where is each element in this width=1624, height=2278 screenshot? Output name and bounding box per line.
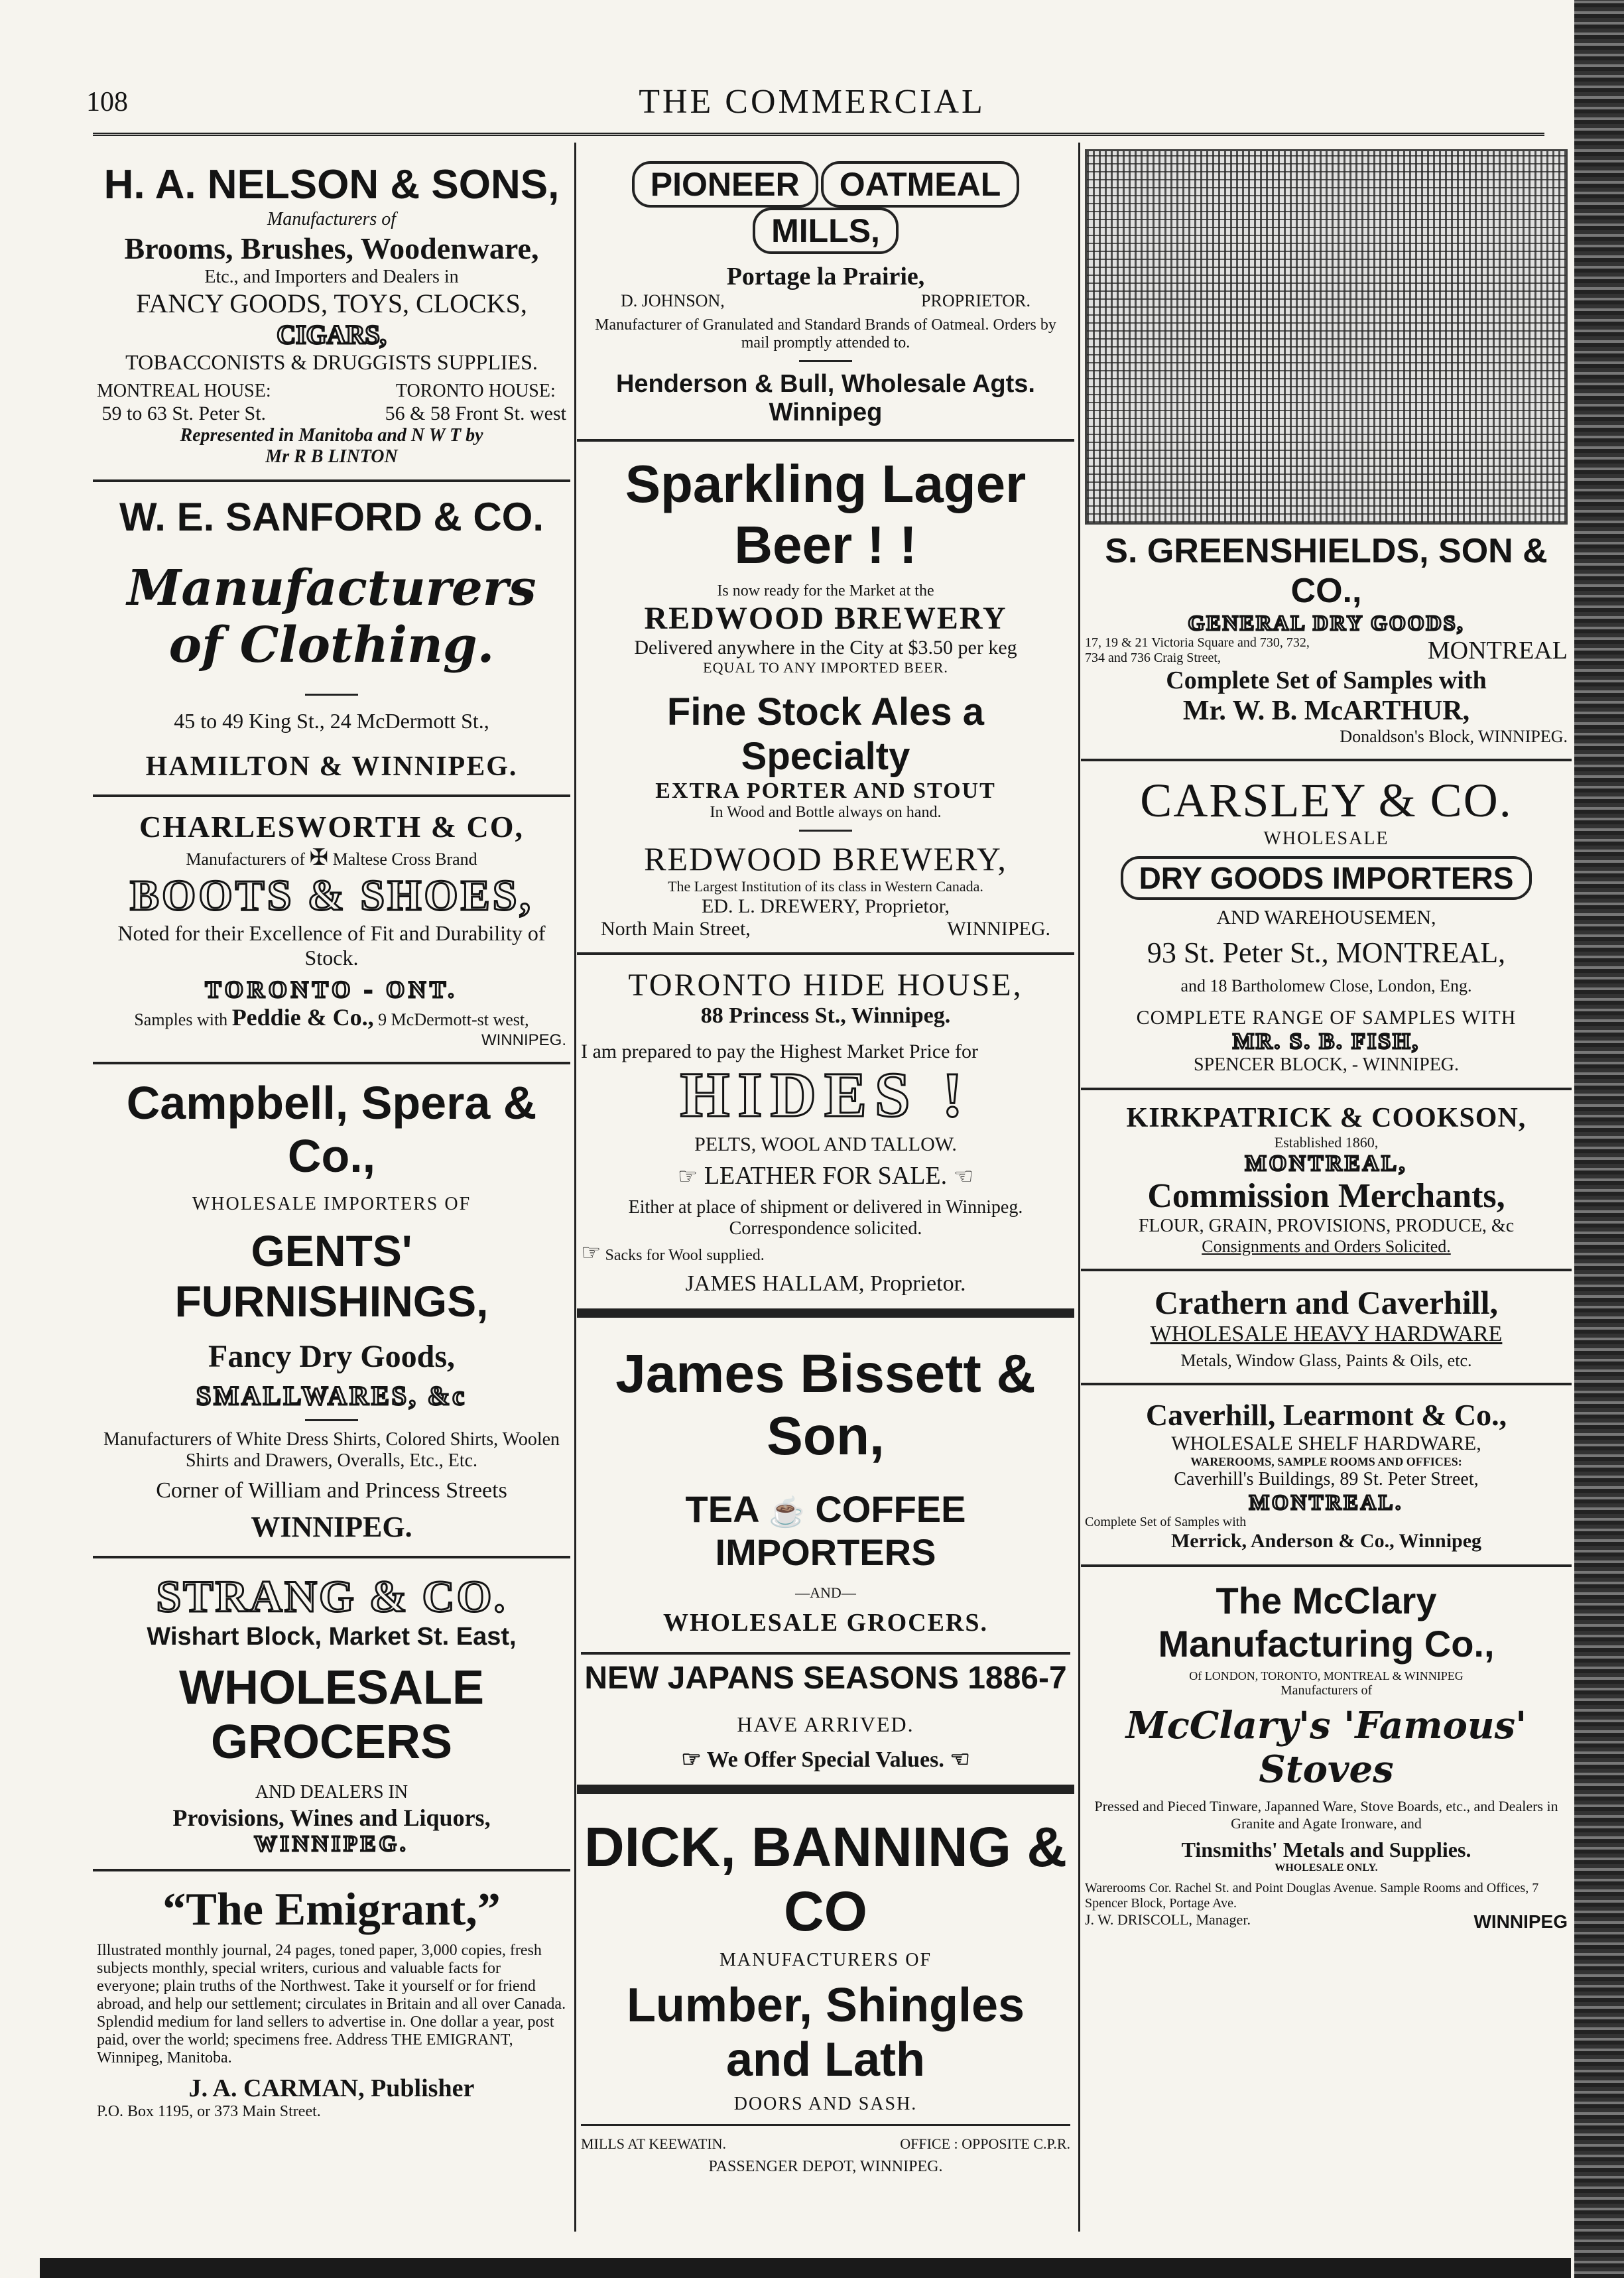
- ad-redwood-wood: In Wood and Bottle always on hand.: [710, 804, 942, 821]
- ad-carsley: [1081, 761, 1572, 1090]
- ad-pioneer-prop: [581, 291, 1070, 311]
- ad-hides-either: Either at place of shipment or delivered in Winnipeg. Correspondence solicited.: [628, 1197, 1023, 1239]
- ad-charlesworth-peddie-city: WINNIPEG.: [481, 1031, 566, 1049]
- ad-carsley-block: SPENCER BLOCK, - WINNIPEG.: [1193, 1054, 1460, 1075]
- ad-strang-line1: Provisions, Wines and Liquors,: [172, 1804, 491, 1831]
- ad-redwood-prop: ED. L. DREWERY, Proprietor,: [701, 895, 950, 917]
- ad-charlesworth: [93, 797, 570, 1064]
- ad-bissett-grocers: WHOLESALE GROCERS.: [663, 1609, 988, 1637]
- ad-campbell-headline: GENTS' FURNISHINGS,: [174, 1226, 489, 1326]
- warehouse-engraving-image: [1085, 149, 1568, 525]
- ad-hides-leather: LEATHER FOR SALE.: [704, 1162, 948, 1190]
- ad-hides-pelts: PELTS, WOOL AND TALLOW.: [694, 1133, 957, 1155]
- ad-emigrant-name: “The Emigrant,”: [162, 1883, 501, 1935]
- ad-mcclary-pressed: Pressed and Pieced Tinware, Japanned Ware, Stove Boards, etc., and Dealers in Granite and Agate Ironware, and: [1094, 1798, 1558, 1832]
- ad-greenshields: [1081, 143, 1572, 761]
- ad-charlesworth-noted: Noted for their Excellence of Fit and Durability of Stock.: [117, 920, 546, 970]
- pointing-hand-icon: ☞: [681, 1747, 702, 1772]
- ad-bissett-tea: TEA: [685, 1488, 759, 1530]
- ad-dick-sub: MANUFACTURERS OF: [719, 1950, 932, 1970]
- ad-crathern-sub: WHOLESALE HEAVY HARDWARE: [1150, 1322, 1503, 1346]
- running-header: [80, 73, 1544, 126]
- ad-carsley-range: COMPLETE RANGE OF SAMPLES WITH: [1136, 1007, 1517, 1029]
- ad-bissett-products: [581, 1487, 1070, 1574]
- ad-campbell-desc: Manufacturers of White Dress Shirts, Colored Shirts, Woolen Shirts and Drawers, Overalls, Etc., Etc.: [103, 1429, 560, 1472]
- ad-pioneer-w2: OATMEAL: [821, 161, 1019, 208]
- ad-redwood-city: WINNIPEG.: [947, 918, 1050, 940]
- ad-nelson-line3: FANCY GOODS, TOYS, CLOCKS,: [136, 288, 527, 319]
- column-divider: [574, 143, 576, 2232]
- ad-bissett-coffee: COFFEE IMPORTERS: [715, 1488, 966, 1573]
- ad-hides-leather-line: [581, 1161, 1070, 1190]
- ad-hides: [577, 955, 1074, 1311]
- ad-pioneer-w1: PIONEER: [632, 161, 818, 208]
- ad-kirkpatrick-flour: FLOUR, GRAIN, PROVISIONS, PRODUCE, &c: [1138, 1216, 1515, 1236]
- ad-nelson-montreal-addr: 59 to 63 St. Peter St.: [101, 402, 267, 424]
- ad-campbell-line2: SMALLWARES, &c: [196, 1381, 467, 1411]
- ad-caverhill-name: Caverhill, Learmont & Co.,: [1145, 1398, 1507, 1432]
- ad-bissett-and: —AND—: [795, 1584, 856, 1601]
- ad-pioneer: [577, 143, 1074, 442]
- ad-nelson-line5: TOBACCONISTS & DRUGGISTS SUPPLIES.: [125, 350, 538, 375]
- divider: [305, 694, 358, 696]
- ad-bissett-arrived: HAVE ARRIVED.: [737, 1712, 914, 1736]
- ad-bissett-name: James Bissett & Son,: [615, 1344, 1036, 1466]
- ad-mcclary-ware: Warerooms Cor. Rachel St. and Point Douglas Avenue. Sample Rooms and Offices, 7 Spencer Block, Portage Ave.: [1085, 1881, 1539, 1911]
- divider: [581, 2124, 1070, 2126]
- ad-emigrant-publisher: J. A. CARMAN, Publisher: [188, 2074, 475, 2102]
- ad-nelson-toronto-addr: 56 & 58 Front St. west: [385, 402, 566, 424]
- ad-nelson-montreal: [97, 380, 271, 425]
- ad-kirkpatrick: [1081, 1090, 1572, 1271]
- header-rule: [93, 133, 1544, 136]
- ad-caverhill-merrick: Merrick, Anderson & Co., Winnipeg: [1170, 1530, 1482, 1552]
- ad-mcclary: [1081, 1567, 1572, 1944]
- ad-carsley-rep: MR. S. B. FISH,: [1232, 1029, 1420, 1054]
- ad-charlesworth-headline: BOOTS & SHOES,: [129, 871, 533, 920]
- ad-greenshields-city: MONTREAL: [1427, 637, 1568, 664]
- ad-pioneer-title: [581, 161, 1070, 254]
- ad-nelson-name: H. A. NELSON & SONS,: [103, 162, 560, 208]
- ad-caverhill: [1081, 1385, 1572, 1567]
- divider: [799, 830, 852, 832]
- ad-nelson-line4: CIGARS,: [277, 320, 387, 350]
- coffee-cup-icon: ☕: [769, 1496, 805, 1529]
- ad-greenshields-sub: GENERAL DRY GOODS,: [1188, 611, 1465, 635]
- ad-greenshields-addr-line: [1085, 635, 1568, 666]
- ad-crathern-metals: Metals, Window Glass, Paints & Oils, etc.: [1180, 1351, 1472, 1370]
- maltese-cross-icon: ✠: [309, 845, 329, 870]
- ad-bissett-values: We Offer Special Values.: [706, 1747, 944, 1772]
- ad-bissett-japans: NEW JAPANS SEASONS 1886-7: [584, 1661, 1067, 1696]
- ad-bissett-values-line: [581, 1746, 1070, 1773]
- ad-kirkpatrick-est: Established 1860,: [1274, 1134, 1379, 1151]
- ad-charlesworth-samples-line: [97, 1003, 566, 1031]
- ad-kirkpatrick-headline: Commission Merchants,: [1147, 1177, 1505, 1215]
- ad-pioneer-w3: MILLS,: [753, 208, 899, 254]
- ad-hides-prepared: I am prepared to pay the Highest Market Price for: [581, 1041, 978, 1062]
- ad-carsley-and: AND WAREHOUSEMEN,: [1216, 907, 1436, 928]
- ad-nelson-rep: Represented in Manitoba and N W T by: [180, 424, 483, 446]
- ad-campbell-city: WINNIPEG.: [251, 1511, 412, 1544]
- ad-carsley-addr: 93 St. Peter St., MONTREAL,: [1147, 936, 1506, 969]
- ad-nelson-rep2: Mr R B LINTON: [265, 446, 398, 467]
- ad-redwood: [577, 442, 1074, 955]
- ad-dick-doors: DOORS AND SASH.: [733, 2093, 918, 2114]
- ad-caverhill-sub: WHOLESALE SHELF HARDWARE,: [1171, 1432, 1481, 1454]
- ad-hides-prop: JAMES HALLAM, Proprietor.: [685, 1271, 966, 1296]
- ad-redwood-street: North Main Street,: [601, 918, 751, 940]
- ad-hides-name: TORONTO HIDE HOUSE,: [628, 968, 1023, 1003]
- ad-greenshields-samples: Complete Set of Samples with: [1166, 666, 1487, 694]
- ad-pioneer-place: Portage la Prairie,: [726, 263, 925, 290]
- ad-charlesworth-peddie: Peddie & Co.,: [231, 1003, 374, 1031]
- ad-greenshields-name: S. GREENSHIELDS, SON & CO.,: [1105, 532, 1548, 610]
- ad-campbell: [93, 1064, 570, 1559]
- column-middle: [577, 143, 1074, 2238]
- ad-mcclary-headline: McClary's 'Famous' Stoves: [1125, 1704, 1527, 1791]
- ad-mcclary-mgr-line: [1085, 1911, 1568, 1932]
- column-right: [1081, 143, 1572, 2238]
- ad-nelson-houses: [97, 380, 566, 425]
- ad-dick-depot: PASSENGER DEPOT, WINNIPEG.: [708, 2157, 943, 2175]
- journal-title: THE COMMERCIAL: [639, 83, 985, 121]
- ad-greenshields-block: Donaldson's Block, WINNIPEG.: [1340, 727, 1568, 746]
- ad-strang-headline: WHOLESALE GROCERS: [179, 1661, 484, 1769]
- ad-redwood-delivered: Delivered anywhere in the City at $3.50 per keg: [634, 637, 1017, 659]
- ad-sanford-headline: Manufacturers of Clothing.: [127, 559, 536, 674]
- ad-mcclary-city: WINNIPEG: [1473, 1911, 1568, 1932]
- pointing-hand-icon: ☞: [677, 1165, 698, 1189]
- pointing-hand-left-icon: ☜: [950, 1747, 970, 1772]
- ad-nelson-line2: Etc., and Importers and Dealers in: [204, 266, 459, 287]
- ad-crathern: [1081, 1271, 1572, 1385]
- ad-caverhill-samples: Complete Set of Samples with: [1085, 1515, 1247, 1529]
- ad-pioneer-prop-title: PROPRIETOR.: [921, 291, 1031, 310]
- ad-carsley-headline-wrap: [1085, 856, 1568, 900]
- ad-bissett: [577, 1311, 1074, 1787]
- ad-caverhill-ware: WAREROOMS, SAMPLE ROOMS AND OFFICES:: [1190, 1455, 1462, 1468]
- ad-nelson-toronto-label: TORONTO HOUSE:: [395, 381, 556, 402]
- ad-hides-sacks-line: [581, 1239, 1070, 1266]
- ad-mcclary-sub: Manufacturers of: [1280, 1683, 1373, 1698]
- ad-nelson-montreal-label: MONTREAL HOUSE:: [97, 381, 271, 402]
- ad-caverhill-bldg: Caverhill's Buildings, 89 St. Peter Street,: [1174, 1469, 1479, 1489]
- page-edge-binding: [1574, 0, 1624, 2278]
- ad-mcclary-mgr: J. W. DRISCOLL, Manager.: [1085, 1911, 1251, 1928]
- ad-pioneer-agents: Henderson & Bull, Wholesale Agts. Winnipeg: [615, 370, 1035, 426]
- ad-pioneer-prop-name: D. JOHNSON,: [621, 291, 725, 310]
- ad-campbell-corner: Corner of William and Princess Streets: [156, 1478, 507, 1503]
- ad-mcclary-name: The McClary Manufacturing Co.,: [1158, 1580, 1495, 1665]
- ad-charlesworth-sub-post: Maltese Cross Brand: [332, 849, 477, 869]
- ad-charlesworth-sub-pre: Manufacturers of: [186, 849, 306, 869]
- ad-pioneer-desc: Manufacturer of Granulated and Standard Brands of Oatmeal. Orders by mail promptly attended to.: [595, 316, 1056, 351]
- ad-sanford-address: 45 to 49 King St., 24 McDermott St.,: [174, 708, 489, 733]
- ad-hides-headline: HIDES !: [680, 1059, 971, 1130]
- column-divider: [1078, 143, 1080, 2232]
- divider: [305, 1419, 358, 1421]
- ad-charlesworth-sub: [97, 844, 566, 871]
- ad-mcclary-tins: Tinsmiths' Metals and Supplies.: [1181, 1838, 1471, 1862]
- ad-dick-headline: Lumber, Shingles and Lath: [626, 1978, 1025, 2086]
- ad-sanford-cities: HAMILTON & WINNIPEG.: [145, 751, 518, 782]
- ad-caverhill-city: MONTREAL.: [1249, 1490, 1404, 1514]
- ad-redwood-equal: EQUAL TO ANY IMPORTED BEER.: [703, 659, 948, 676]
- ad-redwood-largest: The Largest Institution of its class in Western Canada.: [668, 878, 983, 895]
- ad-redwood-brewery: REDWOOD BREWERY: [644, 601, 1007, 636]
- ad-charlesworth-peddie-addr: 9 McDermott-st west,: [378, 1009, 529, 1029]
- ad-sanford: [93, 482, 570, 797]
- column-left: [93, 143, 570, 2238]
- pointing-hand-icon: ☞: [581, 1241, 601, 1265]
- ad-greenshields-rep: Mr. W. B. McARTHUR,: [1182, 696, 1470, 726]
- ad-nelson-line1: Brooms, Brushes, Woodenware,: [124, 231, 539, 265]
- ad-dick-mills: MILLS AT KEEWATIN.: [581, 2135, 726, 2152]
- page-number: 108: [86, 87, 128, 117]
- ad-dick: [577, 1787, 1074, 2188]
- ad-emigrant-box: P.O. Box 1195, or 373 Main Street.: [97, 2102, 321, 2120]
- ad-redwood-porter: EXTRA PORTER AND STOUT: [655, 779, 996, 803]
- ad-strang-city: WINNIPEG.: [254, 1831, 409, 1856]
- ad-kirkpatrick-consign: Consignments and Orders Solicited.: [1202, 1237, 1451, 1256]
- ad-strang-addr: Wishart Block, Market St. East,: [147, 1623, 517, 1651]
- ad-redwood-brewery2: REDWOOD BREWERY,: [644, 840, 1007, 877]
- ad-redwood-street-line: [581, 918, 1070, 940]
- ad-hides-sacks: Sacks for Wool supplied.: [605, 1247, 765, 1264]
- ad-kirkpatrick-name: KIRKPATRICK & COOKSON,: [1126, 1103, 1527, 1133]
- ad-carsley-sub: WHOLESALE: [1263, 828, 1389, 849]
- page-bottom-scan-edge: [40, 2258, 1571, 2278]
- ad-redwood-headline: Sparkling Lager Beer ! !: [625, 454, 1027, 574]
- ad-campbell-name: Campbell, Spera & Co.,: [126, 1076, 537, 1182]
- ad-strang: [93, 1558, 570, 1871]
- ad-campbell-sub: WHOLESALE IMPORTERS OF: [192, 1193, 471, 1214]
- ad-charlesworth-city: TORONTO - ONT.: [205, 976, 458, 1003]
- ad-mcclary-of: Of LONDON, TORONTO, MONTREAL & WINNIPEG: [1189, 1669, 1464, 1682]
- ad-mcclary-wholesale: WHOLESALE ONLY.: [1275, 1862, 1378, 1873]
- ad-kirkpatrick-city: MONTREAL,: [1245, 1151, 1408, 1176]
- ad-charlesworth-name: CHARLESWORTH & CO,: [139, 809, 525, 844]
- ad-campbell-line1: Fancy Dry Goods,: [208, 1339, 455, 1375]
- ad-nelson-toronto: [385, 380, 566, 425]
- ad-dick-office: OFFICE : OPPOSITE C.P.R.: [900, 2135, 1070, 2152]
- ad-strang-sub: AND DEALERS IN: [255, 1782, 408, 1803]
- ad-nelson-sub: Manufacturers of: [267, 209, 397, 229]
- ad-carsley-london: and 18 Bartholomew Close, London, Eng.: [1180, 976, 1472, 995]
- ad-greenshields-addr: 17, 19 & 21 Victoria Square and 730, 732, 734 and 736 Craig Street,: [1085, 635, 1310, 665]
- divider: [581, 1652, 1070, 1655]
- ad-carsley-name: CARSLEY & CO.: [1140, 774, 1513, 827]
- ad-carsley-headline: DRY GOODS IMPORTERS: [1121, 856, 1532, 900]
- ad-emigrant-desc: Illustrated monthly journal, 24 pages, toned paper, 3,000 copies, fresh subjects monthly, special writers, curious and valuable facts for everyone; plain truths of the Northwest. Take it yourself or for friend abroad, and help our settlement; circulates in Britain and all over Canada. Splendid medium for land sellers to advertise in. One dollar a year, post paid, over the world; specimens free. Address THE EMIGRANT, Winnipeg, Manitoba.: [97, 1941, 566, 2066]
- ad-dick-name: DICK, BANNING & CO: [584, 1816, 1067, 1942]
- ad-nelson: [93, 143, 570, 482]
- pointing-hand-left-icon: ☜: [953, 1165, 974, 1189]
- ad-redwood-ready: Is now ready for the Market at the: [717, 582, 934, 600]
- ad-charlesworth-samples: Samples with: [134, 1009, 228, 1029]
- ad-sanford-name: W. E. SANFORD & CO.: [119, 494, 544, 539]
- ad-dick-mills-line: [581, 2135, 1070, 2153]
- ad-strang-name: STRANG & CO.: [156, 1571, 507, 1622]
- ad-emigrant: [93, 1871, 570, 2133]
- ad-redwood-ales: Fine Stock Ales a Specialty: [666, 690, 985, 778]
- ad-hides-addr: 88 Princess St., Winnipeg.: [700, 1003, 951, 1028]
- divider: [799, 360, 852, 362]
- ad-crathern-name: Crathern and Caverhill,: [1154, 1284, 1499, 1321]
